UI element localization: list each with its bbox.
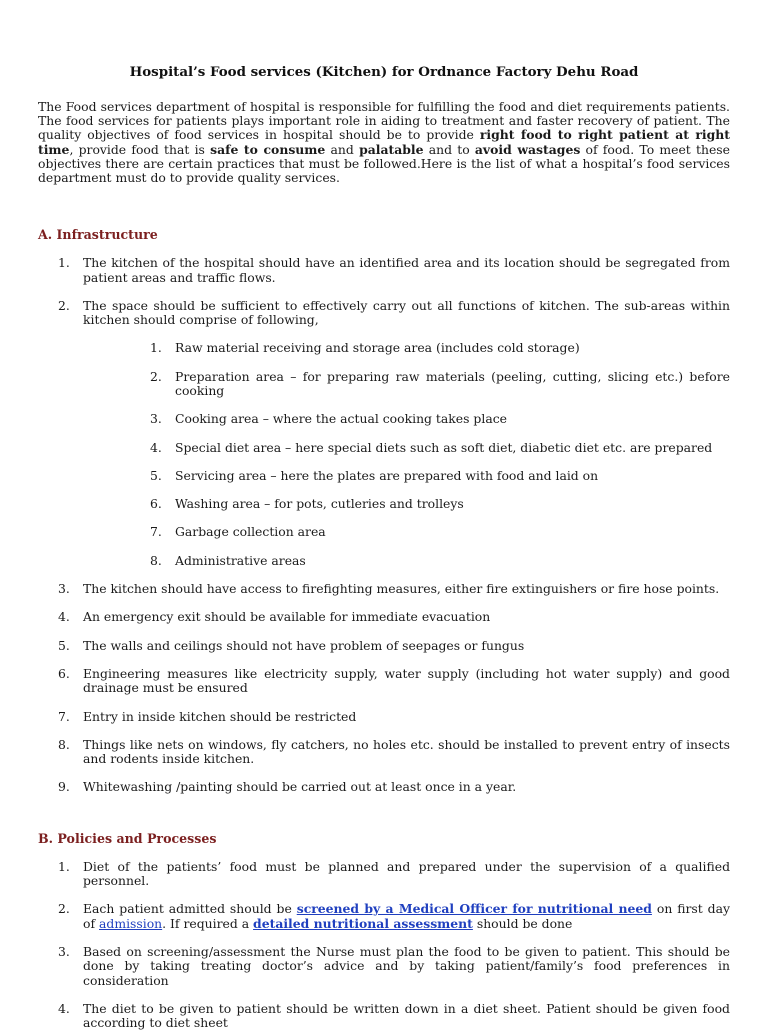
intro-bold-right-food: right food to right patient at right time	[38, 127, 730, 157]
list-item: 4. The diet to be given to patient should be written down in a diet sheet. Patient should be given food according to diet sheet	[58, 1000, 730, 1030]
infrastructure-list	[38, 256, 730, 795]
list-item: 7. Entry in inside kitchen should be restricted	[58, 708, 357, 724]
kitchen-subareas-list	[83, 341, 730, 568]
screened-by-medical-officer-link[interactable]: screened by a Medical Officer for nutritional need	[296, 901, 652, 917]
sub-list-item: 4. Special diet area – here special diets such as soft diet, diabetic diet etc. are prepared	[150, 439, 713, 455]
list-item: 2. Each patient admitted should be screened by a Medical Officer for nutritional need on first day of admission. If required a detailed nutritional assessment should be done	[58, 901, 730, 931]
intro-bold-wastages: avoid wastages	[474, 141, 581, 157]
list-item: 1. Diet of the patients’ food must be planned and prepared under the supervision of a qualified personnel.	[58, 858, 730, 889]
sub-list-item: 8. Administrative areas	[150, 552, 306, 568]
sub-list-item: 1. Raw material receiving and storage area (includes cold storage)	[150, 340, 580, 356]
intro-text: and	[325, 141, 360, 157]
sub-list-item: 5. Servicing area – here the plates are prepared with food and laid on	[150, 467, 599, 483]
intro-text: , provide food that is	[69, 141, 211, 157]
document-title: Hospital’s Food services (Kitchen) for Ordnance Factory Dehu Road	[129, 64, 639, 80]
list-item: 6. Engineering measures like electricity supply, water supply (including hot water supply) and good drainage must be ensured	[58, 665, 730, 696]
policies-list	[38, 860, 730, 1030]
list-item: 5. The walls and ceilings should not have problem of seepages or fungus	[58, 637, 525, 653]
sub-list-item: 3. Cooking area – where the actual cooking takes place	[150, 411, 507, 427]
list-item: 9. Whitewashing /painting should be carried out at least once in a year.	[58, 779, 517, 795]
intro-text: of food. To meet these objectives there are certain practices that must be followed.Here is the list of what a hospital’s food services department must do to provide quality services.	[38, 141, 730, 186]
section-b-heading: B. Policies and Processes	[38, 830, 217, 846]
sub-list-item: 7. Garbage collection area	[150, 524, 326, 540]
list-item: 8. Things like nets on windows, fly catchers, no holes etc. should be installed to prevent entry of insects and rodents inside kitchen.	[58, 736, 730, 767]
list-item: 3. Based on screening/assessment the Nurse must plan the food to be given to patient. This should be done by taking treating doctor’s advice and by taking patient/family’s food preferences in consideration	[58, 943, 730, 988]
detailed-nutritional-assessment-link[interactable]: detailed nutritional assessment	[253, 915, 473, 931]
intro-text: The Food services department of hospital is responsible for fulfilling the food and diet requirements patients. The food services for patients plays important role in aiding to treatment and faster recovery of patient. The quality objectives of food services in hospital should be to provide	[38, 99, 730, 143]
intro-paragraph	[38, 100, 730, 185]
list-item: 3. The kitchen should have access to firefighting measures, either fire extinguishers or fire hose points.	[58, 581, 720, 597]
list-item: 4. An emergency exit should be available for immediate evacuation	[58, 609, 491, 625]
sub-list-item: 2. Preparation area – for preparing raw materials (peeling, cutting, slicing etc.) before cooking	[150, 368, 730, 398]
admission-link[interactable]: admission	[99, 915, 163, 931]
sub-list-item: 6. Washing area – for pots, cutleries and trolleys	[150, 496, 464, 512]
intro-bold-palatable: palatable	[359, 141, 424, 157]
document-page	[38, 64, 730, 1030]
intro-text: and to	[423, 141, 475, 157]
list-item: 2. The space should be sufficient to effectively carry out all functions of kitchen. The sub-areas within kitchen should comprise of following, 1. Raw material receiving and storage area (includes cold storage) 2. Preparation area – for preparing raw materials (peeling, cutting, slicing etc.) before cooking 3. Cooking area – where the actual cooking takes place 4. Special diet area – here special diets such as soft diet, diabetic diet etc. are prepared 5. Servicing area – here the plates are prepared with food and laid on 6. Washing area – for pots, cutleries and trolleys 7. Garbage collection area 8. Administrative areas	[58, 297, 730, 568]
intro-bold-safe: safe to consume	[210, 141, 326, 157]
list-item: 1. The kitchen of the hospital should have an identified area and its location should be segregated from patient areas and traffic flows.	[58, 255, 730, 285]
section-a-heading: A. Infrastructure	[38, 227, 158, 243]
